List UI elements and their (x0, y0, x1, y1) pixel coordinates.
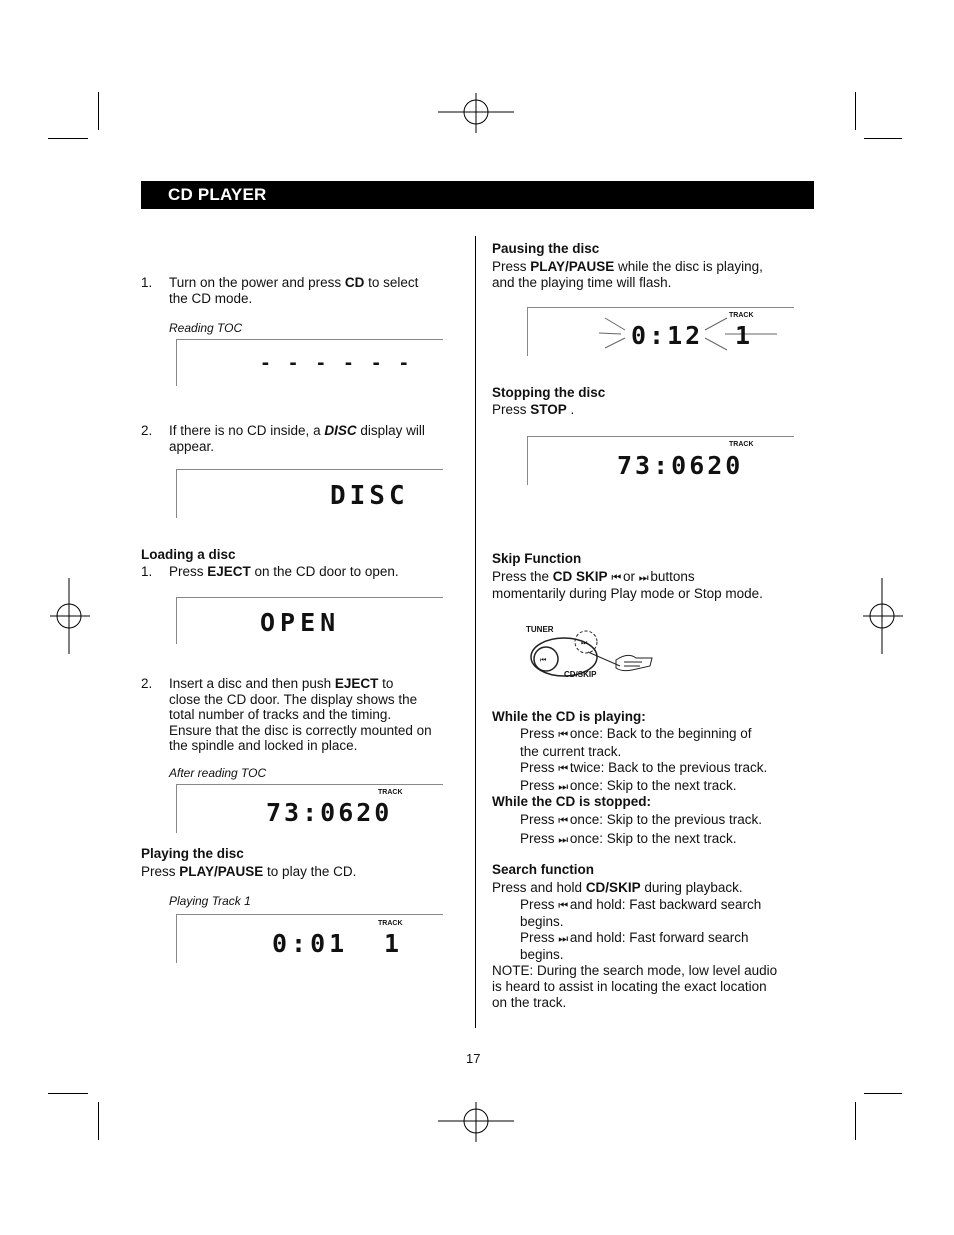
disc-key-label: DISC (324, 423, 357, 438)
search-heading: Search function (492, 862, 595, 877)
lcd-disc (176, 469, 442, 517)
section-header (141, 181, 814, 209)
playing-heading: Playing the disc (141, 846, 244, 861)
lcd-total-time: 73:0620 (266, 798, 393, 827)
page-number: 17 (466, 1051, 481, 1066)
while-stopped-heading: While the CD is stopped: (492, 794, 652, 809)
registration-target-bottom-icon (438, 1102, 514, 1142)
step-number: 2. (141, 676, 153, 691)
step-no-cd-text: If there is no CD inside, a DISC display will appear. (169, 423, 425, 454)
while-stopped-list: Press ⏮ once: Skip to the previous track. Press ⏭ once: Skip to the next track. (520, 811, 810, 848)
svg-text:⏮: ⏮ (540, 656, 547, 664)
step-number: 1. (141, 564, 153, 579)
section-title: CD PLAYER (168, 185, 267, 204)
step-number: 1. (141, 275, 153, 290)
insert-disc-text: Insert a disc and then push EJECT to close the CD door. The display shows the total number of tracks and the timing. Ensure that the disc is correctly mounted on the spindle and locked in place. (169, 676, 432, 753)
skip-forward-icon: ⏭ (638, 571, 647, 584)
pausing-heading: Pausing the disc (492, 241, 600, 256)
track-label: TRACK (729, 441, 754, 448)
lcd-disc-text: DISC (330, 481, 409, 511)
svg-text:⏭: ⏭ (581, 639, 588, 647)
skip-button-diagram (524, 622, 656, 684)
skip-back-icon: ⏮ (558, 814, 567, 827)
step-number: 2. (141, 423, 153, 438)
column-divider (475, 236, 476, 1028)
after-toc-caption: After reading TOC (169, 766, 267, 780)
while-playing-heading: While the CD is playing: (492, 709, 646, 724)
eject-key-label: EJECT (334, 676, 379, 691)
skip-back-icon: ⏮ (558, 899, 567, 912)
skip-text: Press the CD SKIP ⏮ or ⏭ buttons momentarily during Play mode or Stop mode. (492, 569, 763, 601)
lcd-play-track: 1 (384, 929, 404, 958)
play-pause-key-label: PLAY/PAUSE (179, 864, 264, 879)
cd-skip-key-label: CD/SKIP (585, 880, 641, 895)
lcd-pause-track: 1 (735, 321, 755, 350)
stop-key-label: STOP (530, 402, 567, 417)
playing-text: Press PLAY/PAUSE to play the CD. (141, 864, 357, 879)
loading-heading: Loading a disc (141, 547, 236, 562)
lcd-reading-toc (176, 339, 442, 385)
search-list: Press ⏮ and hold: Fast backward search begins. Press ⏭ and hold: Fast forward search begins. (520, 897, 762, 962)
pausing-text: Press PLAY/PAUSE while the disc is playing, and the playing time will flash. (492, 259, 763, 290)
lcd-playing (176, 914, 442, 962)
loading-step-text: Press EJECT on the CD door to open. (169, 564, 399, 579)
reading-toc-caption: Reading TOC (169, 321, 243, 335)
skip-forward-icon: ⏭ (558, 932, 567, 945)
stopping-text: Press STOP . (492, 402, 575, 417)
lcd-paused (527, 307, 793, 355)
track-label: TRACK (729, 312, 754, 319)
skip-forward-icon: ⏭ (558, 832, 567, 846)
search-note: NOTE: During the search mode, low level audio is heard to assist in locating the exact location on the track. (492, 963, 778, 1010)
lcd-pause-time: 0:12 (631, 321, 704, 350)
lcd-play-time: 0:01 (272, 929, 349, 958)
skip-back-icon: ⏮ (558, 728, 567, 741)
search-intro: Press and hold CD/SKIP during playback. (492, 880, 743, 895)
skip-back-icon: ⏮ (558, 762, 567, 775)
cdskip-label: CD/SKIP (564, 670, 597, 679)
track-label: TRACK (378, 920, 403, 927)
lcd-stop-time: 73:0620 (617, 451, 744, 480)
eject-key-label: EJECT (207, 564, 251, 579)
lcd-open (176, 597, 442, 643)
step-power-text: Turn on the power and press CD to select the CD mode. (169, 275, 419, 306)
registration-target-top-icon (438, 93, 514, 133)
lcd-dashes: - - - - - - (260, 353, 413, 374)
skip-forward-icon: ⏭ (558, 779, 567, 793)
play-pause-key-label: PLAY/PAUSE (530, 259, 615, 274)
track-label: TRACK (378, 789, 403, 796)
lcd-stopped (527, 436, 793, 484)
while-playing-list: Press ⏮ once: Back to the beginning of the current track. Press ⏮ twice: Back to the previous track. Press ⏭ once: Skip to the next track. (520, 726, 810, 795)
playing-caption: Playing Track 1 (169, 894, 251, 908)
registration-target-right-icon (863, 578, 903, 654)
cd-skip-key-label: CD SKIP (552, 569, 608, 584)
cd-key-label: CD (344, 275, 365, 290)
skip-back-icon: ⏮ (611, 571, 620, 584)
tuner-label: TUNER (526, 625, 554, 634)
registration-target-left-icon (50, 578, 90, 654)
lcd-after-toc (176, 784, 442, 832)
lcd-open-text: OPEN (260, 608, 341, 637)
stopping-heading: Stopping the disc (492, 385, 606, 400)
skip-heading: Skip Function (492, 551, 582, 566)
